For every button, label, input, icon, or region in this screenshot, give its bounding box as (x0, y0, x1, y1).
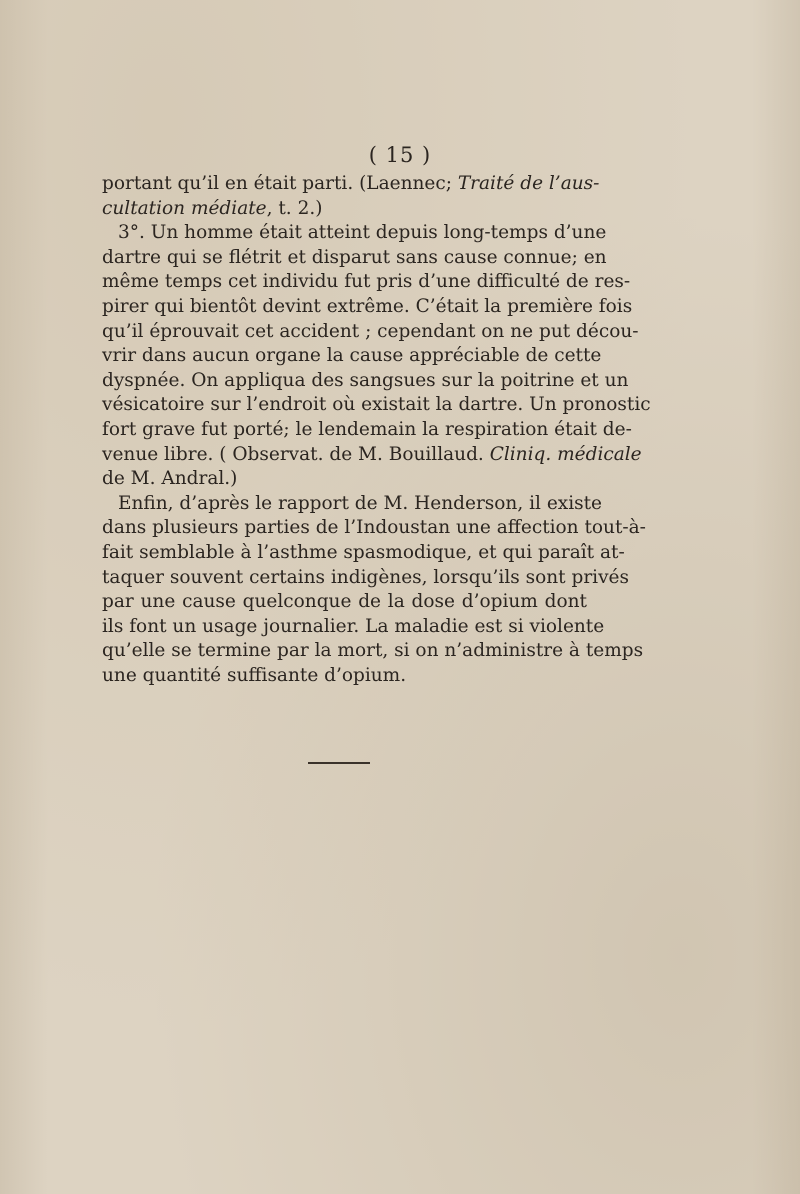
section-divider-rule (308, 762, 370, 764)
text-line: vrir dans aucun organe la cause appréciable de cette (102, 345, 602, 367)
page-number: ( 15 ) (368, 143, 432, 167)
text-line: par une cause quelconque de la dose d’opium dont (102, 591, 587, 613)
text-line: venue libre. ( Observat. de M. Bouillaud. Cliniq. médicale (102, 443, 642, 465)
body-text (102, 172, 651, 688)
text-line: dartre qui se flétrit et disparut sans cause connue; en (102, 246, 607, 268)
text-line: qu’il éprouvait cet accident ; cependant on ne put décou- (102, 320, 639, 342)
text-line: une quantité suffisante d’opium. (102, 664, 407, 686)
text-line: fort grave fut porté; le lendemain la respiration était de- (102, 418, 632, 440)
italic-title: cultation médiate (102, 197, 267, 219)
text-line: pirer qui bientôt devint extrême. C’était la première fois (102, 295, 633, 317)
text-line: de M. Andral.) (102, 468, 238, 490)
italic-title: Cliniq. médicale (489, 443, 642, 465)
italic-title: Traité de l’aus- (457, 173, 600, 194)
text-line: dans plusieurs parties de l’Indoustan une affection tout-à- (102, 517, 646, 539)
text-line: taquer souvent certains indigènes, lorsqu’ils sont privés (102, 566, 629, 588)
text-line: qu’elle se termine par la mort, si on n’administre à temps (102, 640, 644, 662)
text-line: Enfin, d’après le rapport de M. Henderson, il existe (118, 492, 602, 514)
text-line: portant qu’il en était parti. (Laennec; Traité de l’aus- (102, 173, 600, 194)
text-line: même temps cet individu fut pris d’une difficulté de res- (102, 271, 631, 293)
text-line: 3°. Un homme était atteint depuis long-temps d’une (118, 222, 607, 244)
text-line: ils font un usage journalier. La maladie est si violente (102, 615, 605, 637)
text-line: fait semblable à l’asthme spasmodique, et qui paraît at- (102, 541, 625, 563)
text-line: dyspnée. On appliqua des sangsues sur la poitrine et un (102, 369, 629, 391)
text-line: cultation médiate, t. 2.) (102, 197, 323, 219)
text-line: vésicatoire sur l’endroit où existait la dartre. Un pronostic (102, 394, 651, 416)
